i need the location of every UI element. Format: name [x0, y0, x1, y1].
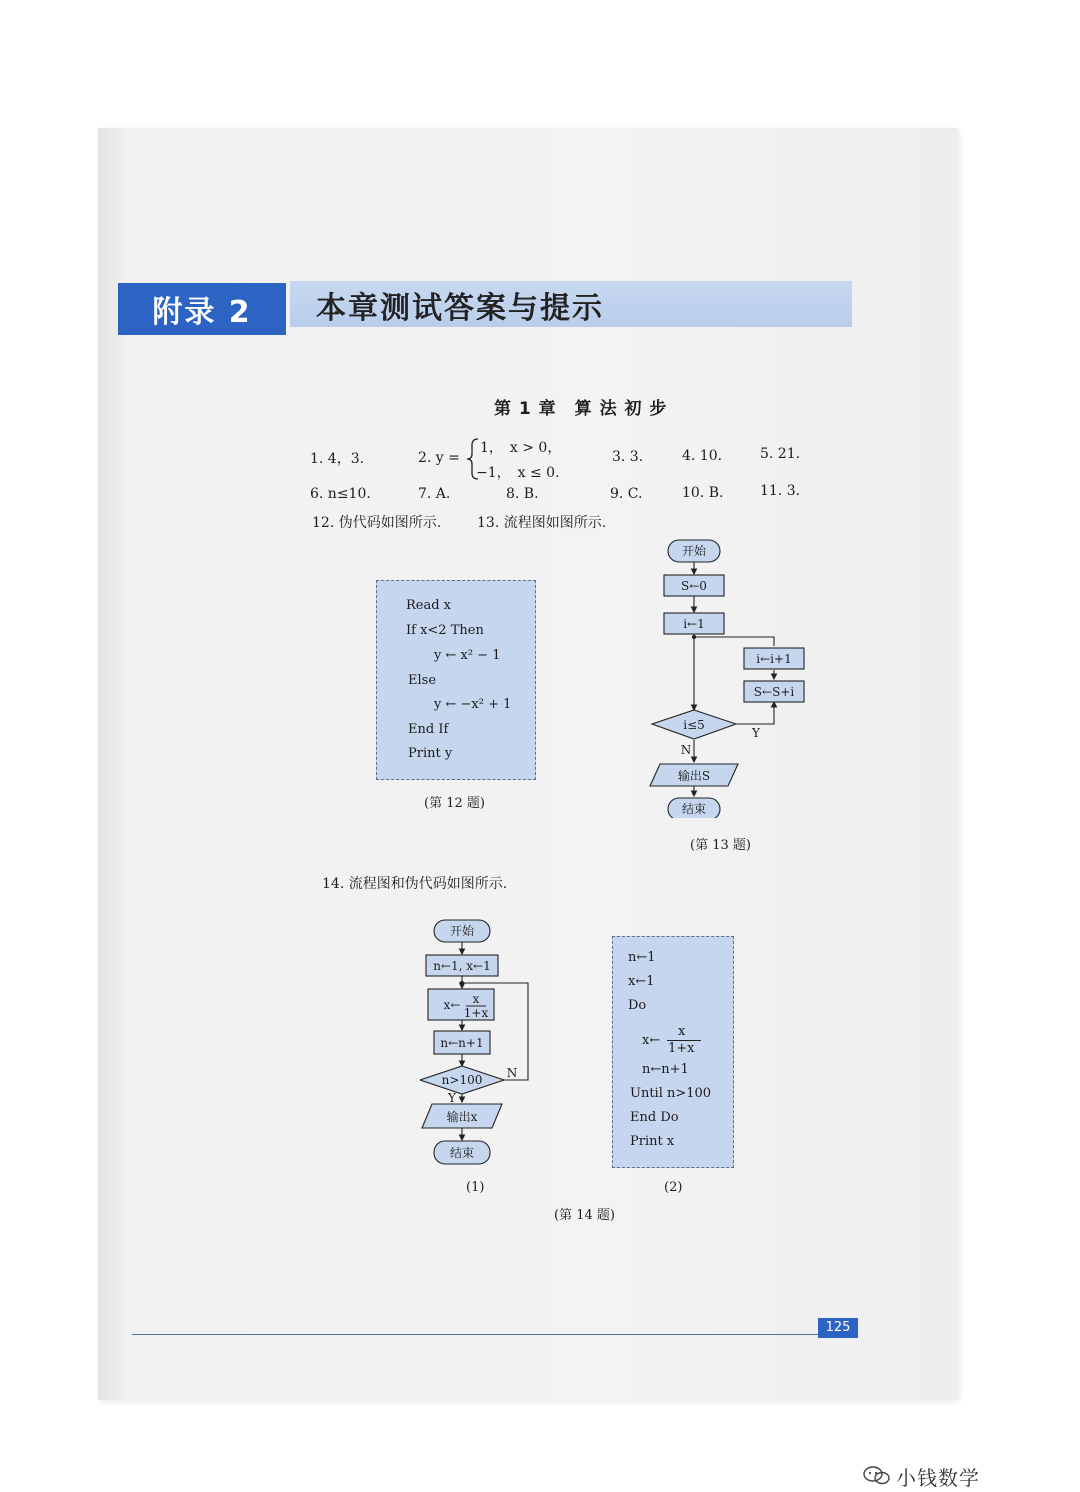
- q14-code-assign-num: x: [678, 1024, 686, 1039]
- answer-11: 11. 3.: [760, 483, 801, 499]
- answer-9: 9. C.: [610, 486, 643, 502]
- q13-end-label: 结束: [681, 802, 707, 816]
- q14-caption: (第 14 题): [554, 1208, 615, 1223]
- q12-code-box: [376, 580, 536, 780]
- q13-cond-label: i≤5: [683, 718, 705, 732]
- q14-code-line: End Do: [630, 1110, 679, 1125]
- q14-yes-label: Y: [448, 1091, 456, 1105]
- q12-code-line: Read x: [406, 598, 452, 613]
- answer-2-case-1: 1， x > 0，: [480, 440, 562, 456]
- q14-code-line: x←1: [628, 974, 655, 989]
- q14-code-line: n←n+1: [642, 1062, 689, 1077]
- watermark-text: 小钱数学: [896, 1466, 980, 1490]
- q12-code-line: y ← −x² + 1: [434, 697, 512, 712]
- page-number: 125: [818, 1318, 858, 1338]
- q14-code-assign-lhs: x←: [642, 1033, 661, 1048]
- q14-start-label: 开始: [449, 924, 475, 938]
- q14-sub-caption-1: (1): [466, 1180, 485, 1195]
- q13-s0-label: S←0: [681, 579, 707, 593]
- q14-no-label: N: [506, 1066, 518, 1080]
- answer-1: 1. 4，3.: [310, 451, 365, 467]
- q14-cond-label: n>100: [441, 1073, 483, 1087]
- answer-12: 12. 伪代码如图所示.: [312, 515, 442, 531]
- q14-code-line: Do: [628, 998, 647, 1013]
- q14-assign-den: 1+x: [463, 1006, 489, 1020]
- answer-4: 4. 10.: [682, 448, 723, 464]
- answer-13: 13. 流程图如图所示.: [477, 515, 607, 531]
- q12-code-line: End If: [408, 722, 449, 737]
- q12-code-line: Print y: [408, 746, 453, 761]
- q14-init-label: n←1, x←1: [433, 959, 491, 973]
- q14-sub-caption-2: (2): [664, 1180, 683, 1195]
- wechat-icon: [862, 1464, 892, 1486]
- q12-code-line: y ← x² − 1: [434, 648, 501, 663]
- q14-assign-lhs: x←: [443, 998, 461, 1012]
- q13-yes-label: Y: [752, 726, 760, 740]
- answer-8: 8. B.: [506, 486, 539, 502]
- chapter-title: 第 1 章 算 法 初 步: [494, 399, 668, 419]
- q13-i1-label: i←1: [683, 617, 705, 631]
- q14-code-line: Until n>100: [630, 1086, 712, 1101]
- q14-output-label: 输出x: [446, 1110, 478, 1124]
- answer-2-case-2: −1， x ≤ 0.: [476, 465, 560, 481]
- q13-flowchart: [640, 536, 820, 818]
- answer-5: 5. 21.: [760, 446, 801, 462]
- answer-2-prefix: 2. y =: [418, 450, 460, 466]
- footer-rule: [132, 1334, 822, 1335]
- answer-7: 7. A.: [418, 486, 451, 502]
- answer-14: 14. 流程图和伪代码如图所示.: [322, 876, 508, 892]
- q14-end-label: 结束: [449, 1146, 475, 1160]
- answer-10: 10. B.: [682, 485, 724, 501]
- q14-code-line: n←1: [628, 950, 656, 965]
- q14-assign-num: x: [472, 992, 480, 1006]
- q12-caption: (第 12 题): [424, 796, 485, 811]
- q12-code-line: Else: [408, 673, 437, 688]
- q14-code-assign-den: 1+x: [668, 1041, 695, 1056]
- page-title: 本章测试答案与提示: [316, 291, 604, 326]
- answer-6: 6. n≤10.: [310, 486, 371, 502]
- q12-code-line: If x<2 Then: [406, 623, 484, 638]
- q13-caption: (第 13 题): [690, 838, 751, 853]
- appendix-tag: 附录 2: [118, 283, 286, 335]
- answer-3: 3. 3.: [612, 449, 644, 465]
- q13-acc-label: S←S+i: [753, 685, 795, 699]
- q13-inc-label: i←i+1: [756, 652, 792, 666]
- q14-code-line: Print x: [630, 1134, 675, 1149]
- q14-flowchart: [420, 916, 540, 1170]
- q13-no-label: N: [680, 743, 692, 757]
- q14-inc-label: n←n+1: [440, 1036, 484, 1050]
- q13-start-label: 开始: [681, 544, 707, 558]
- q13-output-label: 输出S: [677, 769, 711, 783]
